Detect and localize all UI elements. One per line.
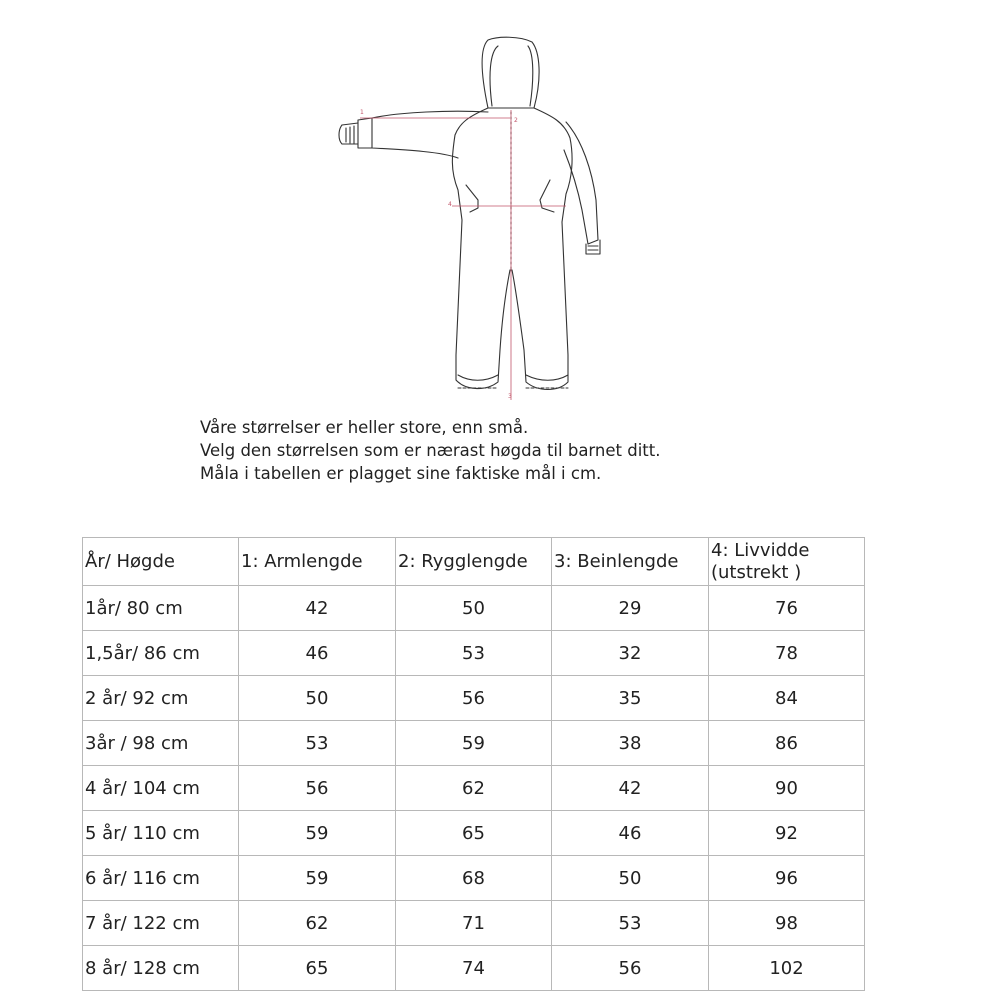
cell-armlengde: 62 xyxy=(239,901,396,946)
cell-beinlengde: 53 xyxy=(552,901,709,946)
cell-beinlengde: 42 xyxy=(552,766,709,811)
cell-rygglengde: 62 xyxy=(396,766,552,811)
marker-4: 4 xyxy=(448,201,452,208)
table-row xyxy=(83,586,865,631)
table-row xyxy=(83,856,865,901)
cell-size: 8 år/ 128 cm xyxy=(83,946,239,991)
cell-beinlengde: 46 xyxy=(552,811,709,856)
cell-beinlengde: 32 xyxy=(552,631,709,676)
cell-rygglengde: 56 xyxy=(396,676,552,721)
cell-armlengde: 59 xyxy=(239,856,396,901)
header-beinlengde: 3: Beinlengde xyxy=(552,538,709,586)
marker-2: 2 xyxy=(514,117,518,124)
cell-armlengde: 59 xyxy=(239,811,396,856)
cell-livvidde: 92 xyxy=(709,811,865,856)
cell-armlengde: 46 xyxy=(239,631,396,676)
cell-size: 2 år/ 92 cm xyxy=(83,676,239,721)
cell-armlengde: 65 xyxy=(239,946,396,991)
flight-suit-drawing xyxy=(320,30,620,415)
cell-size: 6 år/ 116 cm xyxy=(83,856,239,901)
cell-livvidde: 84 xyxy=(709,676,865,721)
cell-armlengde: 53 xyxy=(239,721,396,766)
table-header-row xyxy=(83,538,865,586)
cell-rygglengde: 50 xyxy=(396,586,552,631)
cell-size: 7 år/ 122 cm xyxy=(83,901,239,946)
cell-beinlengde: 35 xyxy=(552,676,709,721)
table-row xyxy=(83,676,865,721)
cell-size: 3år / 98 cm xyxy=(83,721,239,766)
cell-beinlengde: 50 xyxy=(552,856,709,901)
header-livvidde-line2: (utstrekt ) xyxy=(711,561,802,583)
cell-livvidde: 96 xyxy=(709,856,865,901)
cell-armlengde: 50 xyxy=(239,676,396,721)
table-row xyxy=(83,631,865,676)
marker-3: 3 xyxy=(508,393,512,400)
size-table xyxy=(82,537,865,991)
cell-livvidde: 90 xyxy=(709,766,865,811)
marker-1: 1 xyxy=(360,109,364,116)
table-row xyxy=(83,946,865,991)
cell-armlengde: 42 xyxy=(239,586,396,631)
cell-rygglengde: 65 xyxy=(396,811,552,856)
header-livvidde xyxy=(709,538,865,586)
cell-armlengde: 56 xyxy=(239,766,396,811)
cell-size: 4 år/ 104 cm xyxy=(83,766,239,811)
intro-line-2: Velg den størrelsen som er nærast høgda til barnet ditt. xyxy=(200,441,661,460)
cell-livvidde: 78 xyxy=(709,631,865,676)
table-row xyxy=(83,766,865,811)
cell-beinlengde: 56 xyxy=(552,946,709,991)
cell-beinlengde: 38 xyxy=(552,721,709,766)
cell-rygglengde: 68 xyxy=(396,856,552,901)
cell-rygglengde: 53 xyxy=(396,631,552,676)
cell-size: 1år/ 80 cm xyxy=(83,586,239,631)
cell-livvidde: 76 xyxy=(709,586,865,631)
header-armlengde: 1: Armlengde xyxy=(239,538,396,586)
cell-rygglengde: 74 xyxy=(396,946,552,991)
intro-line-3: Måla i tabellen er plagget sine faktiske mål i cm. xyxy=(200,464,602,483)
cell-size: 5 år/ 110 cm xyxy=(83,811,239,856)
cell-rygglengde: 59 xyxy=(396,721,552,766)
cell-livvidde: 102 xyxy=(709,946,865,991)
table-row xyxy=(83,721,865,766)
header-rygglengde: 2: Rygglengde xyxy=(396,538,552,586)
flight-suit-illustration xyxy=(320,30,620,415)
intro-line-1: Våre størrelser er heller store, enn små. xyxy=(200,418,529,437)
cell-livvidde: 98 xyxy=(709,901,865,946)
cell-size: 1,5år/ 86 cm xyxy=(83,631,239,676)
table-row xyxy=(83,901,865,946)
cell-beinlengde: 29 xyxy=(552,586,709,631)
table-row xyxy=(83,811,865,856)
cell-livvidde: 86 xyxy=(709,721,865,766)
intro-text xyxy=(200,416,840,485)
header-livvidde-line1: 4: Livvidde xyxy=(711,539,810,561)
header-year-height: År/ Høgde xyxy=(83,538,239,586)
cell-rygglengde: 71 xyxy=(396,901,552,946)
